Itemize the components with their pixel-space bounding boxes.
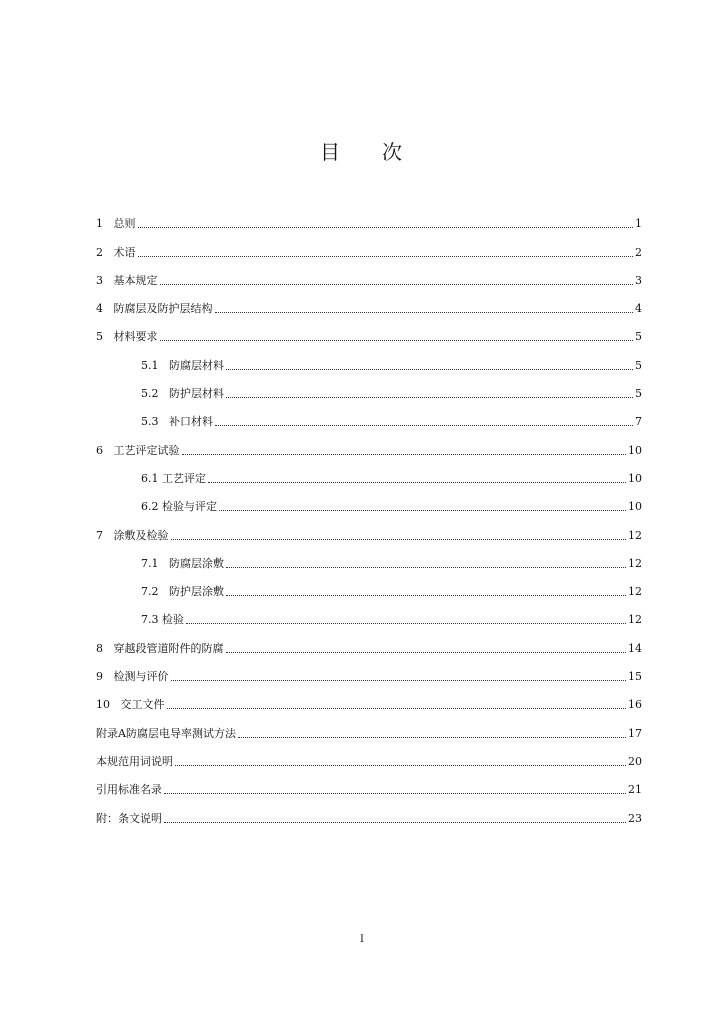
- toc-entry-page: 16: [628, 698, 642, 712]
- toc-entry-page: 7: [635, 415, 642, 429]
- toc-entry[interactable]: [96, 571, 642, 599]
- toc-entry-number: 5.3: [141, 415, 169, 429]
- toc-entry-label: 涂敷及检验: [113, 528, 169, 542]
- toc-entry-page: 12: [628, 613, 642, 627]
- toc-entry-label: 检测与评价: [113, 670, 169, 684]
- toc-entry-label: 材料要求: [113, 330, 158, 344]
- toc-entry[interactable]: [96, 514, 642, 542]
- toc-entry-label: 防腐层材料: [168, 358, 224, 372]
- toc-entry[interactable]: [96, 401, 642, 429]
- table-of-contents: [96, 203, 642, 826]
- toc-dot-leader: [164, 821, 626, 823]
- toc-dot-leader: [226, 566, 626, 568]
- toc-entry[interactable]: [96, 231, 642, 259]
- toc-entry-page: 15: [628, 670, 642, 684]
- toc-entry-page: 5: [635, 387, 642, 401]
- title-char-1: 目: [320, 140, 342, 164]
- toc-entry-page: 3: [635, 273, 642, 287]
- toc-entry[interactable]: [96, 656, 642, 684]
- toc-entry-number: 6.1: [141, 471, 162, 485]
- toc-entry-number: 7.2: [141, 585, 169, 599]
- toc-dot-leader: [164, 792, 626, 794]
- toc-entry[interactable]: [96, 288, 642, 316]
- toc-entry-page: 5: [635, 330, 642, 344]
- toc-entry[interactable]: [96, 344, 642, 372]
- toc-entry-label: 防腐层涂敷: [168, 556, 224, 570]
- toc-entry-label: 总则: [113, 217, 136, 231]
- toc-entry[interactable]: [96, 373, 642, 401]
- toc-entry-number: 6: [96, 443, 114, 457]
- toc-dot-leader: [226, 396, 633, 398]
- toc-entry-page: 21: [628, 783, 642, 797]
- toc-dot-leader: [160, 283, 634, 285]
- toc-dot-leader: [138, 226, 634, 228]
- toc-entry-page: 17: [628, 726, 642, 740]
- toc-entry[interactable]: [96, 741, 642, 769]
- toc-entry-label: 本规范用词说明: [96, 754, 173, 768]
- toc-entry-number: 7: [96, 528, 114, 542]
- toc-entry-number: 7.3: [141, 613, 162, 627]
- toc-entry[interactable]: [96, 769, 642, 797]
- toc-entry-page: 23: [628, 811, 642, 825]
- toc-dot-leader: [215, 311, 634, 313]
- toc-dot-leader: [226, 594, 626, 596]
- toc-entry-label: 工艺评定试验: [113, 443, 180, 457]
- toc-entry-page: 5: [635, 358, 642, 372]
- toc-entry-page: 12: [628, 528, 642, 542]
- toc-dot-leader: [167, 707, 627, 709]
- toc-dot-leader: [226, 368, 633, 370]
- toc-entry-number: 10: [96, 698, 121, 712]
- toc-entry-label: 穿越段管道附件的防腐: [113, 641, 224, 655]
- toc-entry-number: 7.1: [141, 556, 169, 570]
- toc-entry[interactable]: [96, 684, 642, 712]
- toc-entry-label: 术语: [113, 245, 136, 259]
- toc-entry-page: 2: [635, 245, 642, 259]
- toc-entry-label: 检验: [162, 613, 184, 627]
- toc-entry[interactable]: [96, 712, 642, 740]
- toc-entry-number: 9: [96, 670, 114, 684]
- toc-dot-leader: [186, 622, 626, 624]
- toc-entry[interactable]: [96, 429, 642, 457]
- toc-entry-label: 防护层涂敷: [168, 585, 224, 599]
- toc-entry-page: 10: [628, 443, 642, 457]
- toc-dot-leader: [138, 255, 634, 257]
- toc-entry[interactable]: [96, 599, 642, 627]
- toc-entry[interactable]: [96, 797, 642, 825]
- toc-entry-page: 10: [628, 500, 642, 514]
- toc-entry-number: 1: [96, 217, 114, 231]
- toc-entry-label: 检验与评定: [162, 500, 217, 514]
- toc-entry-page: 1: [635, 217, 642, 231]
- title-char-2: 次: [382, 140, 404, 164]
- toc-dot-leader: [208, 481, 626, 483]
- toc-entry-label: 工艺评定: [162, 471, 206, 485]
- toc-entry-label: 防腐层及防护层结构: [113, 302, 213, 316]
- toc-entry[interactable]: [96, 203, 642, 231]
- toc-entry[interactable]: [96, 316, 642, 344]
- page-number: I: [360, 934, 364, 945]
- toc-entry-number: 8: [96, 641, 114, 655]
- toc-entry-page: 20: [628, 754, 642, 768]
- toc-entry-number: 2: [96, 245, 114, 259]
- toc-entry-number: 4: [96, 302, 114, 316]
- toc-entry-label: 交工文件: [120, 698, 165, 712]
- toc-entry[interactable]: [96, 486, 642, 514]
- toc-entry-page: 14: [628, 641, 642, 655]
- page-title: [0, 136, 724, 165]
- toc-entry-label: 附录A防腐层电导率测试方法: [96, 726, 236, 740]
- toc-entry-label: 防护层材料: [168, 387, 224, 401]
- toc-entry-page: 12: [628, 585, 642, 599]
- toc-entry[interactable]: [96, 627, 642, 655]
- toc-entry-label: 补口材料: [168, 415, 213, 429]
- toc-dot-leader: [182, 453, 627, 455]
- toc-dot-leader: [215, 424, 633, 426]
- toc-entry-page: 4: [635, 302, 642, 316]
- toc-entry[interactable]: [96, 260, 642, 288]
- toc-dot-leader: [226, 651, 627, 653]
- toc-entry-number: 5.2: [141, 387, 169, 401]
- toc-dot-leader: [160, 339, 634, 341]
- toc-entry-number: 6.2: [141, 500, 162, 514]
- toc-dot-leader: [171, 538, 627, 540]
- toc-entry-label: 引用标准名录: [96, 783, 162, 797]
- toc-dot-leader: [175, 764, 626, 766]
- toc-dot-leader: [171, 679, 627, 681]
- toc-entry-label: 附：条文说明: [96, 811, 162, 825]
- toc-entry-number: 5: [96, 330, 114, 344]
- toc-entry-label: 基本规定: [113, 273, 158, 287]
- toc-entry[interactable]: [96, 458, 642, 486]
- toc-entry-number: 5.1: [141, 358, 169, 372]
- toc-entry-page: 10: [628, 471, 642, 485]
- toc-entry[interactable]: [96, 543, 642, 571]
- toc-dot-leader: [219, 509, 626, 511]
- toc-entry-number: 3: [96, 273, 114, 287]
- toc-dot-leader: [238, 736, 626, 738]
- toc-entry-page: 12: [628, 556, 642, 570]
